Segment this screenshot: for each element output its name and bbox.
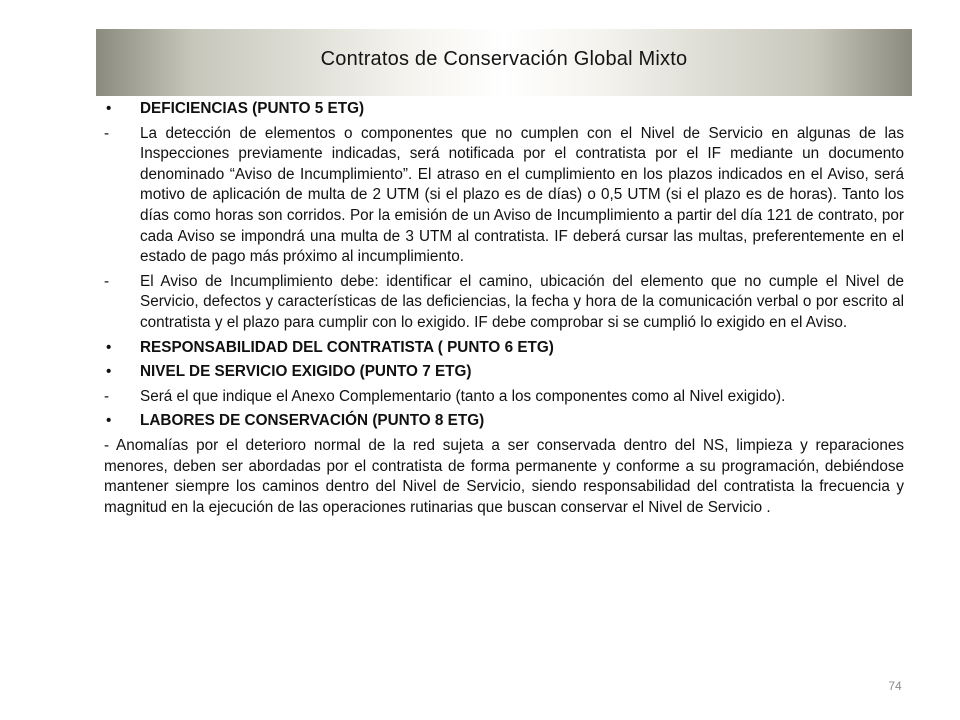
bullet-icon: • [106,100,112,117]
labores-paragraph: - Anomalías por el deterioro normal de la red sujeta a ser conservada dentro del NS, limpieza y reparaciones menores, deben ser abordadas por el contratista de forma permanente y conforme a su programación, debiéndose mantener siempre los caminos dentro del Nivel de Servicio, siendo responsabilidad del contratista la frecuencia y magnitud en la ejecución de las operaciones rutinarias que buscan conservar el Nivel de Servicio . [104,436,904,516]
deficiencias-item-1 [104,124,904,268]
page-number: 74 [888,679,902,693]
bullet-icon: • [106,363,112,381]
dash-icon: - [104,387,110,405]
dash-icon: - [104,272,110,290]
slide-content [104,96,904,518]
section-heading-labores [104,411,904,432]
section-heading-deficiencias [104,99,904,120]
item-text: La detección de elementos o componentes que no cumplen con el Nivel de Servicio en algunas de las Inspecciones previamente indicadas, será notificada por el contratista por el IF mediante un documento denominado “Aviso de Incumplimiento”. El atraso en el cumplimiento en los plazos indicados en el Aviso, será motivo de aplicación de multa de 2 UTM (si el plazo es de días) o 0,5 UTM (si el plazo es de horas). Tanto los días como horas son corridos. Por la emisión de un Aviso de Incumplimiento a partir del día 121 de contrato, por cada Aviso se impondrá una multa de 3 UTM al contratista. IF deberá cursar las multas, preferentemente en el estado de pago más próximo al incumplimiento. [140,124,904,266]
slide-title-bar [96,29,912,96]
nivel-item-1 [104,387,904,408]
item-text: El Aviso de Incumplimiento debe: identificar el camino, ubicación del elemento que no cumple el Nivel de Servicio, defectos y características de las deficiencias, la fecha y hora de la comunicación verbal o por escrito al contratista y el plazo para cumplir con lo exigido. IF debe comprobar si se cumplió lo exigido en el Aviso. [140,272,904,331]
section-heading-responsabilidad [104,338,904,359]
slide-title: Contratos de Conservación Global Mixto [320,48,688,70]
section-heading-nivel [104,362,904,383]
deficiencias-item-2 [104,272,904,334]
dash-icon: - [104,124,110,142]
section-heading-text: NIVEL DE SERVICIO EXIGIDO (PUNTO 7 ETG) [140,363,472,381]
section-heading-text: RESPONSABILIDAD DEL CONTRATISTA ( PUNTO 6 ETG) [140,338,554,356]
section-heading-text: LABORES DE CONSERVACIÓN (PUNTO 8 ETG) [140,412,485,430]
bullet-icon: • [106,412,112,430]
item-text: Será el que indique el Anexo Complementario (tanto a los componentes como al Nivel exigido). [140,387,786,405]
bullet-icon: • [106,338,112,356]
section-heading-text: DEFICIENCIAS (PUNTO 5 ETG) [140,100,365,117]
